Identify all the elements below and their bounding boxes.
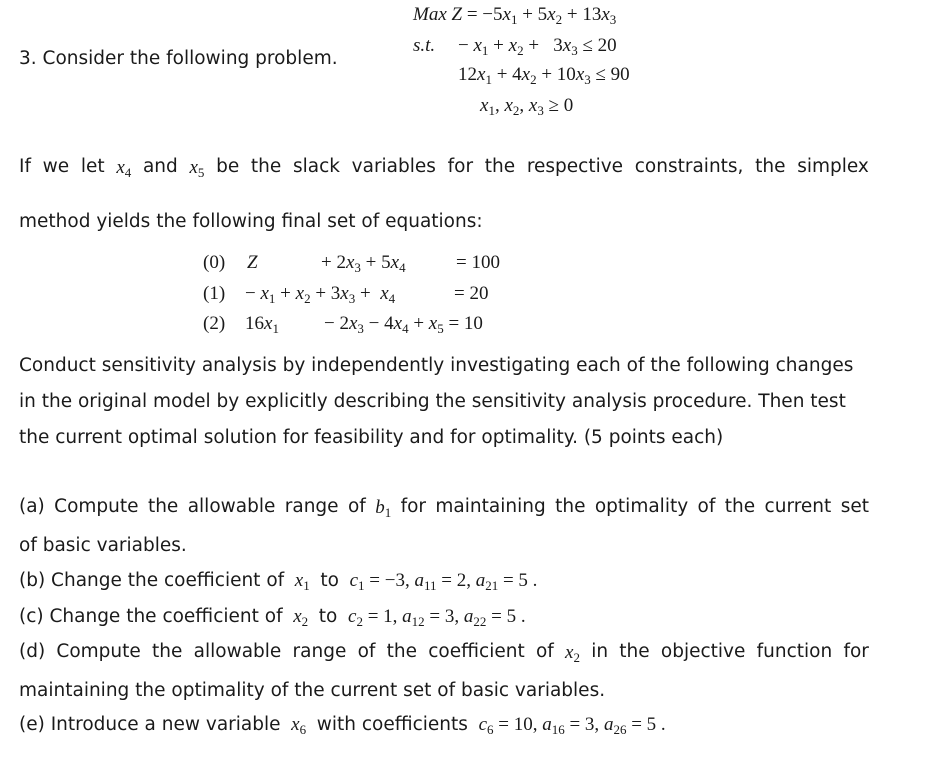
constraint-2: $12x_1 + 4x_2 + 10x_3 \le 90$ [458,64,630,87]
instructions-line-2: in the original model by explicitly describing the sensitivity analysis procedure. Then test [19,391,846,412]
problem-label: 3. Consider the following problem. [19,48,338,69]
nonnegativity-constraint: $x_1$, $x_2$, $x_3 \ge 0$ [480,95,574,118]
instructions-line-3: the current optimal solution for feasibility and for optimality. (5 points each) [19,427,724,448]
equation-0: (0) Z + $2x_3 + 5x_4$ = 100 [203,252,500,275]
equation-1: (1) − $x_1 + x_2 + 3x_3 + x_4$ = 20 [203,283,489,306]
equation-2: (2) $16x_1$ − $2x_3 - 4x_4 + x_5 = 10$ [203,313,483,336]
part-b: (b) Change the coefficient of $x_1$ to $c_1 = -3$, $a_{11} = 2$, $a_{21} = 5$ . [19,570,538,593]
objective-function: Max $Z = -5x_1 + 5x_2 + 13x_3$ [413,4,617,27]
part-e: (e) Introduce a new variable $x_6$ with coefficients $c_6 = 10$, $a_{16} = 3$, $a_{26} = 5$ . [19,714,666,737]
subject-to-label: s.t. [413,35,436,56]
instructions-line-1: Conduct sensitivity analysis by independently investigating each of the following changes [19,355,854,376]
intro-line-2: method yields the following final set of equations: [19,211,483,232]
intro-line-1: If we let $x_4$ and $x_5$ be the slack variables for the respective constraints, the simplex [19,156,869,180]
part-c: (c) Change the coefficient of $x_2$ to $c_2 = 1$, $a_{12} = 3$, $a_{22} = 5$ . [19,606,526,629]
constraint-1: − $x_1 + x_2 + 3x_3 \le 20$ [458,35,617,58]
